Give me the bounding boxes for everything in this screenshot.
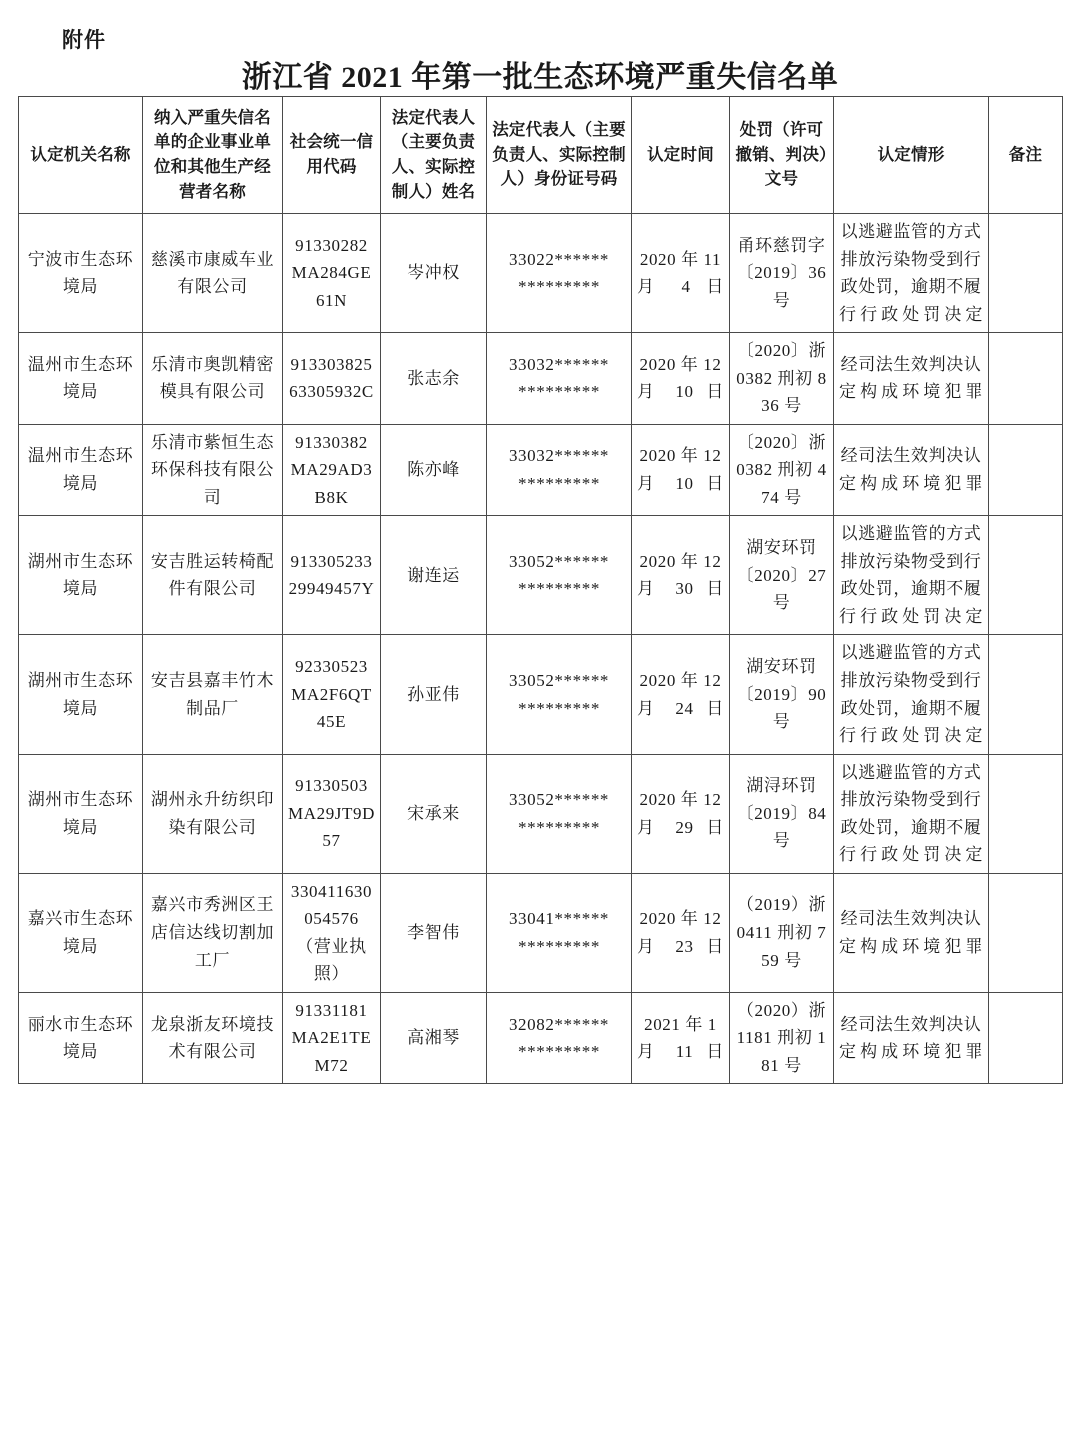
table-row [19, 214, 1063, 333]
cell-rep-id [487, 873, 632, 992]
column-header-agency: 认定机关名称 [19, 97, 143, 214]
cell-rep-id [487, 516, 632, 635]
cell-credit-code: 330411630054576（营业执照） [283, 873, 381, 992]
table-row [19, 333, 1063, 425]
cell-entity: 湖州永升纺织印染有限公司 [143, 754, 283, 873]
column-header-situation: 认定情形 [834, 97, 989, 214]
cell-credit-code: 91331181MA2E1TEM72 [283, 992, 381, 1084]
cell-agency: 丽水市生态环境局 [19, 992, 143, 1084]
cell-remark [989, 873, 1063, 992]
rep-id-prefix: 33032****** [508, 446, 610, 466]
cell-situation: 以逃避监管的方式排放污染物受到行政处罚，逾期不履行行政处罚决定 [834, 516, 989, 635]
cell-entity: 乐清市奥凯精密模具有限公司 [143, 333, 283, 425]
table-row [19, 424, 1063, 516]
cell-rep-name: 岑冲权 [381, 214, 487, 333]
cell-date: 2020 年 12 月 24 日 [632, 635, 730, 754]
cell-agency: 温州市生态环境局 [19, 424, 143, 516]
rep-id-prefix: 33052****** [508, 551, 610, 571]
column-header-date: 认定时间 [632, 97, 730, 214]
cell-remark [989, 754, 1063, 873]
rep-id-mask: ********* [518, 817, 600, 837]
column-header-docno: 处罚（许可撤销、判决）文号 [730, 97, 834, 214]
cell-document-number: （2020）浙 1181 刑初 181 号 [730, 992, 834, 1084]
column-header-rep-id: 法定代表人（主要负责人、实际控制人）身份证号码 [487, 97, 632, 214]
table-row [19, 635, 1063, 754]
cell-entity: 安吉县嘉丰竹木制品厂 [143, 635, 283, 754]
table-row [19, 873, 1063, 992]
cell-document-number: 〔2020〕浙 0382 刑初 836 号 [730, 333, 834, 425]
rep-id-mask: ********* [518, 698, 600, 718]
rep-id-mask: ********* [518, 277, 600, 297]
table-body [19, 214, 1063, 1084]
table-header-row [19, 97, 1063, 214]
cell-entity: 安吉胜运转椅配件有限公司 [143, 516, 283, 635]
cell-remark [989, 333, 1063, 425]
cell-situation: 经司法生效判决认定构成环境犯罪 [834, 333, 989, 425]
cell-agency: 湖州市生态环境局 [19, 635, 143, 754]
cell-date: 2020 年 12 月 29 日 [632, 754, 730, 873]
cell-remark [989, 992, 1063, 1084]
cell-entity: 嘉兴市秀洲区王店信达线切割加工厂 [143, 873, 283, 992]
cell-document-number: 湖浔环罚〔2019〕84 号 [730, 754, 834, 873]
cell-document-number: 〔2020〕浙 0382 刑初 474 号 [730, 424, 834, 516]
cell-agency: 湖州市生态环境局 [19, 754, 143, 873]
cell-remark [989, 635, 1063, 754]
cell-agency: 湖州市生态环境局 [19, 516, 143, 635]
cell-situation: 经司法生效判决认定构成环境犯罪 [834, 424, 989, 516]
cell-credit-code: 91330382563305932C [283, 333, 381, 425]
cell-agency: 宁波市生态环境局 [19, 214, 143, 333]
column-header-rep-name: 法定代表人（主要负责人、实际控制人）姓名 [381, 97, 487, 214]
cell-document-number: 湖安环罚〔2020〕27 号 [730, 516, 834, 635]
rep-id-prefix: 32082****** [508, 1014, 610, 1034]
cell-rep-name: 谢连运 [381, 516, 487, 635]
table-header [19, 97, 1063, 214]
cell-agency: 嘉兴市生态环境局 [19, 873, 143, 992]
cell-credit-code: 91330523329949457Y [283, 516, 381, 635]
column-header-code: 社会统一信用代码 [283, 97, 381, 214]
cell-remark [989, 424, 1063, 516]
cell-rep-id [487, 992, 632, 1084]
cell-credit-code: 91330282MA284GE61N [283, 214, 381, 333]
column-header-remark: 备注 [989, 97, 1063, 214]
rep-id-mask: ********* [518, 474, 600, 494]
cell-rep-name: 张志余 [381, 333, 487, 425]
column-header-entity: 纳入严重失信名单的企业事业单位和其他生产经营者名称 [143, 97, 283, 214]
cell-credit-code: 91330503MA29JT9D57 [283, 754, 381, 873]
cell-entity: 慈溪市康威车业有限公司 [143, 214, 283, 333]
cell-rep-name: 宋承来 [381, 754, 487, 873]
cell-date: 2020 年 12 月 10 日 [632, 424, 730, 516]
cell-document-number: 甬环慈罚字〔2019〕36 号 [730, 214, 834, 333]
cell-date: 2020 年 12 月 10 日 [632, 333, 730, 425]
rep-id-prefix: 33041****** [508, 909, 610, 929]
table-row [19, 516, 1063, 635]
rep-id-prefix: 33052****** [508, 670, 610, 690]
cell-rep-name: 孙亚伟 [381, 635, 487, 754]
cell-rep-id [487, 424, 632, 516]
cell-document-number: 湖安环罚〔2019〕90 号 [730, 635, 834, 754]
cell-date: 2020 年 11 月 4 日 [632, 214, 730, 333]
cell-situation: 以逃避监管的方式排放污染物受到行政处罚，逾期不履行行政处罚决定 [834, 214, 989, 333]
attachment-label: 附件 [62, 28, 106, 52]
cell-rep-name: 李智伟 [381, 873, 487, 992]
rep-id-mask: ********* [518, 1042, 600, 1062]
rep-id-prefix: 33032****** [508, 354, 610, 374]
cell-credit-code: 91330382MA29AD3B8K [283, 424, 381, 516]
cell-date: 2020 年 12 月 30 日 [632, 516, 730, 635]
rep-id-mask: ********* [518, 936, 600, 956]
cell-credit-code: 92330523MA2F6QT45E [283, 635, 381, 754]
cell-date: 2020 年 12 月 23 日 [632, 873, 730, 992]
cell-rep-id [487, 333, 632, 425]
cell-rep-name: 高湘琴 [381, 992, 487, 1084]
cell-rep-id [487, 754, 632, 873]
cell-document-number: （2019）浙 0411 刑初 759 号 [730, 873, 834, 992]
severe-dishonesty-list-table [18, 96, 1063, 1084]
rep-id-mask: ********* [518, 579, 600, 599]
cell-rep-name: 陈亦峰 [381, 424, 487, 516]
rep-id-prefix: 33052****** [508, 790, 610, 810]
cell-rep-id [487, 635, 632, 754]
table-row [19, 754, 1063, 873]
cell-entity: 龙泉浙友环境技术有限公司 [143, 992, 283, 1084]
cell-situation: 以逃避监管的方式排放污染物受到行政处罚，逾期不履行行政处罚决定 [834, 635, 989, 754]
cell-situation: 经司法生效判决认定构成环境犯罪 [834, 873, 989, 992]
rep-id-mask: ********* [518, 382, 600, 402]
table-row [19, 992, 1063, 1084]
page-title: 浙江省 2021 年第一批生态环境严重失信名单 [241, 61, 839, 94]
cell-date: 2021 年 1 月 11 日 [632, 992, 730, 1084]
cell-situation: 经司法生效判决认定构成环境犯罪 [834, 992, 989, 1084]
cell-entity: 乐清市紫恒生态环保科技有限公司 [143, 424, 283, 516]
cell-remark [989, 516, 1063, 635]
listing-table-container [18, 96, 1062, 1084]
cell-rep-id [487, 214, 632, 333]
rep-id-prefix: 33022****** [508, 249, 610, 269]
cell-agency: 温州市生态环境局 [19, 333, 143, 425]
cell-remark [989, 214, 1063, 333]
cell-situation: 以逃避监管的方式排放污染物受到行政处罚，逾期不履行行政处罚决定 [834, 754, 989, 873]
